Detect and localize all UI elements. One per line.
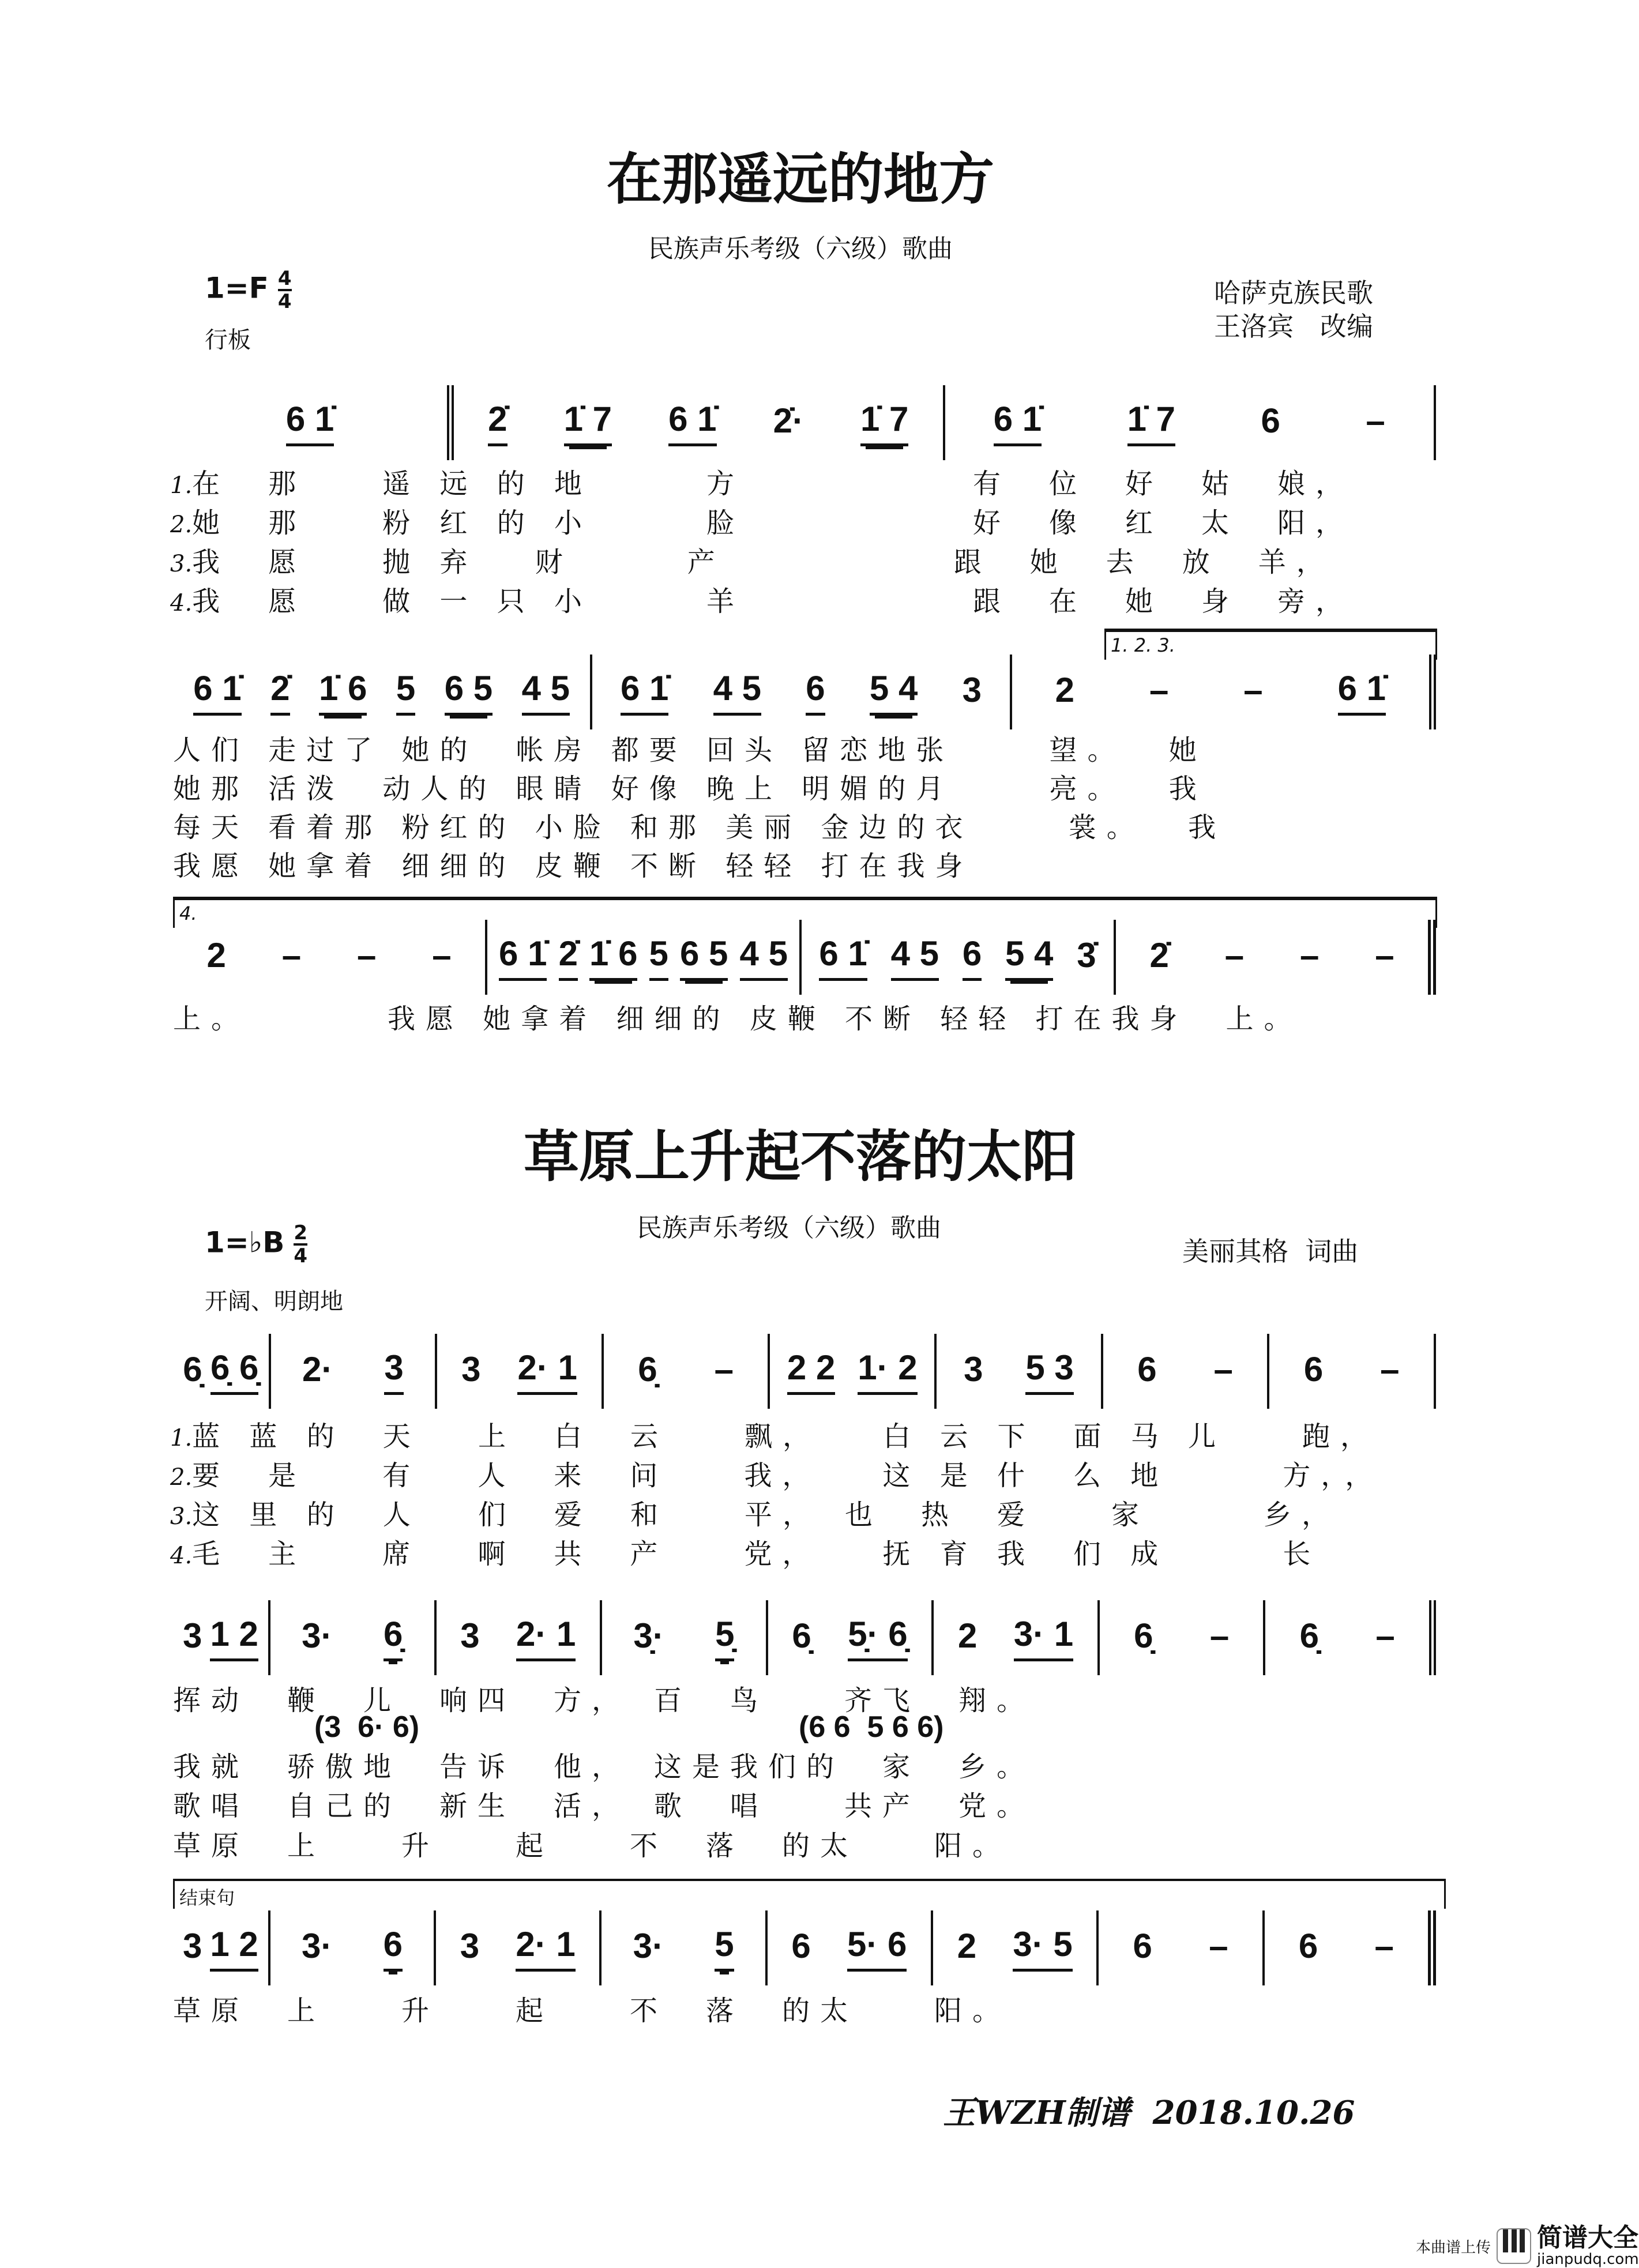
measure bbox=[1097, 1600, 1264, 1675]
note-group: 1̇ 7 bbox=[564, 399, 612, 446]
note-group: 4 5 bbox=[740, 934, 788, 981]
dash-extension: – bbox=[1209, 1926, 1228, 1965]
measure bbox=[602, 1334, 768, 1409]
measure bbox=[768, 1334, 934, 1409]
measure bbox=[799, 920, 1114, 995]
note-group: 1· 2 bbox=[858, 1348, 917, 1395]
lyric-line: 人们 走过了 她的 帐房 都要 回头 留恋地张 望。 她 bbox=[173, 734, 1207, 766]
lyric-line bbox=[170, 461, 1354, 501]
dash-extension: – bbox=[1213, 1349, 1233, 1389]
note-group: 5 bbox=[396, 668, 415, 716]
verse-number: 1. bbox=[170, 1425, 193, 1451]
measure bbox=[268, 1600, 434, 1675]
measure bbox=[1262, 1910, 1436, 1985]
dash-extension: – bbox=[1209, 1616, 1230, 1655]
measure bbox=[600, 1600, 766, 1675]
measure bbox=[1010, 655, 1436, 729]
measure bbox=[766, 1600, 932, 1675]
note-group: 6 5 bbox=[680, 934, 728, 981]
note-group: 5· 6 bbox=[847, 1924, 907, 1972]
note-group: 3· bbox=[633, 1926, 664, 1965]
note-group: 3 bbox=[964, 1349, 983, 1389]
piano-logo-icon bbox=[1497, 2228, 1531, 2264]
verse-number: 2. bbox=[170, 1464, 193, 1491]
signature: 王WZH制谱 2018.10.26 bbox=[943, 2094, 1355, 2132]
song2-key bbox=[205, 1223, 307, 1266]
dash-extension: – bbox=[1374, 1926, 1394, 1965]
lyric-line bbox=[170, 501, 1354, 540]
measure bbox=[269, 1334, 435, 1409]
lyric-text: 在 那 遥 远 的 地 方 有 位 好 姑 娘， bbox=[192, 468, 1354, 500]
note-group: 2· 1 bbox=[517, 1348, 577, 1395]
note-group: 6 1̇ bbox=[193, 668, 241, 716]
key-signature: 1=F bbox=[205, 271, 269, 305]
lyric-line bbox=[170, 579, 1354, 618]
song1-row-3 bbox=[173, 920, 1436, 995]
dash-extension: – bbox=[1299, 935, 1320, 975]
dash-extension: – bbox=[1375, 1616, 1395, 1655]
verse-number: 3. bbox=[170, 551, 193, 577]
measure bbox=[765, 1910, 931, 1985]
lyric-line bbox=[170, 1414, 1383, 1453]
dash-extension: – bbox=[432, 935, 452, 975]
note-group: 6̣ bbox=[792, 1616, 811, 1655]
song1-credit-arranger: 王洛宾 改编 bbox=[1214, 311, 1373, 342]
song1-row-1 bbox=[173, 385, 1436, 460]
measure bbox=[434, 1600, 600, 1675]
note-group: 6 bbox=[1261, 401, 1280, 440]
measure bbox=[931, 1910, 1096, 1985]
alt-notes-1: (3 6· 6) bbox=[314, 1710, 420, 1744]
lyric-line bbox=[170, 1532, 1383, 1571]
note-group: 2 bbox=[206, 935, 226, 975]
watermark-brand bbox=[1537, 2225, 1639, 2267]
note-group: 2̇ bbox=[488, 399, 507, 446]
lyric-line bbox=[170, 540, 1354, 579]
time-bottom: 4 bbox=[294, 1244, 308, 1267]
measure bbox=[1096, 1910, 1262, 1985]
lyric-line: 每天 看着那 粉红的 小脸 和那 美丽 金边的衣 裳。 我 bbox=[173, 811, 1227, 844]
note-group: 6 1̇ bbox=[499, 934, 547, 981]
note-group: 3̇ bbox=[1077, 935, 1096, 975]
measure bbox=[1114, 920, 1436, 995]
measure bbox=[931, 1600, 1097, 1675]
time-signature bbox=[294, 1223, 307, 1266]
measure bbox=[447, 385, 942, 460]
note-group: 6̣ bbox=[638, 1349, 657, 1389]
note-group: 2 bbox=[1055, 670, 1074, 709]
note-group: 3 bbox=[460, 1926, 480, 1965]
song1-verses-b bbox=[173, 728, 1226, 882]
note-group: 6 1̇ bbox=[621, 668, 668, 716]
measure bbox=[173, 385, 447, 460]
measure bbox=[268, 1910, 434, 1985]
lyric-text: 要 是 有 人 来 问 我， 这 是 什 么 地 方，， bbox=[192, 1460, 1384, 1492]
measure bbox=[435, 1334, 602, 1409]
song2-verses-a bbox=[170, 1414, 1383, 1571]
note-group: 4 5 bbox=[891, 934, 939, 981]
lyric-text: 毛 主 席 啊 共 产 党， 抚 育 我 们 成 长 bbox=[192, 1538, 1321, 1570]
note-group: 6 bbox=[1303, 1349, 1324, 1389]
song1-tempo: 行板 bbox=[205, 327, 251, 353]
verse-number: 2. bbox=[170, 511, 193, 538]
measure bbox=[599, 1910, 765, 1985]
note-group: 1̇ 7 bbox=[1127, 399, 1175, 446]
dash-extension: – bbox=[1380, 1349, 1400, 1389]
note-group: 2· 1 bbox=[516, 1614, 576, 1661]
measure bbox=[943, 385, 1436, 460]
note-group: 6 bbox=[1137, 1349, 1157, 1389]
song2-verse-line-4: 草原 上 升 起 不 落 的太 阳。 bbox=[173, 1830, 1011, 1862]
note-group: 6 bbox=[1133, 1926, 1152, 1965]
measure bbox=[934, 1334, 1101, 1409]
note-group: 2̇· bbox=[773, 401, 804, 440]
note-group: 1̇ 6 bbox=[589, 934, 637, 981]
dash-extension: – bbox=[356, 935, 377, 975]
song1-verse-ending: 上。 我愿 她拿着 细细的 皮鞭 不断 轻轻 打在我身 上。 bbox=[173, 1003, 1302, 1035]
song2-subtitle: 民族声乐考级（六级）歌曲 bbox=[637, 1213, 941, 1243]
lyric-line bbox=[170, 1453, 1383, 1492]
song1-credit-origin: 哈萨克族民歌 bbox=[1214, 277, 1373, 309]
song2-row-3 bbox=[173, 1910, 1436, 1985]
note-group: 2· bbox=[302, 1349, 333, 1389]
song2-credit: 美丽其格 词曲 bbox=[1182, 1236, 1359, 1267]
song2-verse-line-1: 挥动 鞭 儿 响四 方， 百 鸟 齐飞 翔。 bbox=[173, 1684, 1035, 1717]
measure bbox=[173, 655, 590, 729]
song1-subtitle: 民族声乐考级（六级）歌曲 bbox=[648, 234, 953, 264]
song1-title: 在那遥远的地方 bbox=[607, 146, 994, 212]
note-group: 3· bbox=[301, 1926, 333, 1965]
dash-extension: – bbox=[1243, 670, 1263, 709]
alt-notes-2: (6 6 5 6 6) bbox=[799, 1710, 944, 1744]
note-group: 2̇ bbox=[270, 668, 290, 716]
verse-number: 3. bbox=[170, 1503, 193, 1530]
measure bbox=[1101, 1334, 1268, 1409]
ending-bracket bbox=[173, 1879, 1446, 1909]
note-group: 6 bbox=[384, 1924, 403, 1972]
time-top: 4 bbox=[277, 267, 292, 290]
note-group: 2· 1 bbox=[516, 1924, 575, 1972]
measure bbox=[173, 920, 485, 995]
note-group: 6̣ bbox=[384, 1614, 403, 1661]
song2-verse-line-3: 歌唱 自己的 新生 活， 歌 唱 共产 党。 bbox=[173, 1790, 1035, 1822]
verse-number: 4. bbox=[170, 1543, 193, 1569]
measure bbox=[1267, 1334, 1436, 1409]
note-group: 2̇ bbox=[559, 934, 578, 981]
song2-verse-ending: 草原 上 升 起 不 落 的太 阳。 bbox=[173, 1995, 1011, 2027]
note-group: 6 1̇ bbox=[668, 399, 716, 446]
measure bbox=[434, 1910, 599, 1985]
note-group: 1 2 bbox=[210, 1614, 258, 1661]
note-group: 4 5 bbox=[713, 668, 761, 716]
lyric-text: 蓝 蓝 的 天 上 白 云 飘， 白 云 下 面 马 儿 跑， bbox=[192, 1420, 1378, 1453]
note-group: 6 5 bbox=[445, 668, 493, 716]
note-group: 1̇ 7 bbox=[860, 399, 908, 446]
note-group: 3· bbox=[302, 1616, 333, 1655]
ending-label: 结束句 bbox=[179, 1887, 235, 1909]
dash-extension: – bbox=[714, 1349, 734, 1389]
lyric-text: 这 里 的 人 们 爱 和 平， 也 热 爱 家 乡， bbox=[192, 1499, 1340, 1531]
note-group: 3· 1 bbox=[1014, 1614, 1073, 1661]
note-group: 6 1̇ bbox=[994, 399, 1042, 446]
dash-extension: – bbox=[1149, 670, 1169, 709]
note-group: 5 bbox=[715, 1924, 734, 1972]
note-group: 5̣ bbox=[715, 1614, 734, 1661]
note-group: 5̣· 6̣ bbox=[848, 1614, 907, 1661]
note-group: 6 bbox=[806, 668, 825, 716]
song2-row-1 bbox=[173, 1334, 1436, 1409]
song1-row-2 bbox=[173, 655, 1436, 729]
note-group: 5 4 bbox=[870, 668, 918, 716]
measure bbox=[590, 655, 1009, 729]
watermark bbox=[1416, 2225, 1639, 2267]
note-group: 3 bbox=[384, 1348, 403, 1395]
note-group: 1 2 bbox=[210, 1924, 258, 1972]
dash-extension: – bbox=[1366, 401, 1385, 440]
measure bbox=[173, 1600, 268, 1675]
song1-verses-a bbox=[170, 461, 1354, 618]
note-group: 6 bbox=[963, 934, 982, 981]
volta-label: 4. bbox=[179, 902, 197, 924]
note-group: 4 5 bbox=[522, 668, 570, 716]
brand-url: jianpudq.com bbox=[1537, 2251, 1639, 2268]
lyric-line bbox=[170, 1492, 1383, 1532]
note-group: 3 bbox=[461, 1349, 481, 1389]
lyric-text: 我 愿 抛 弃 财 产 跟 她 去 放 羊， bbox=[192, 546, 1334, 578]
note-group: 1̇ 6 bbox=[319, 668, 367, 716]
note-group: 2 bbox=[957, 1926, 977, 1965]
note-group: 6̣ bbox=[1299, 1616, 1320, 1655]
brand-name: 简谱大全 bbox=[1537, 2223, 1639, 2252]
note-group: 2̇ bbox=[1149, 935, 1169, 975]
time-top: 2 bbox=[294, 1221, 308, 1244]
note-group: 5 3 bbox=[1025, 1348, 1073, 1395]
time-signature bbox=[278, 268, 292, 312]
note-group: 6 1̇ bbox=[819, 934, 867, 981]
song1-key bbox=[205, 268, 292, 312]
note-group: 6 bbox=[791, 1926, 811, 1965]
note-group: 5 4 bbox=[1005, 934, 1053, 981]
note-group: 3 bbox=[460, 1616, 480, 1655]
song2-title: 草原上升起不落的太阳 bbox=[524, 1124, 1077, 1189]
dash-extension: – bbox=[1375, 935, 1394, 975]
note-group: 3 bbox=[183, 1616, 202, 1655]
note-group: 2 bbox=[957, 1616, 978, 1655]
note-group: 6 1̇ bbox=[286, 399, 334, 446]
dash-extension: – bbox=[1224, 935, 1245, 975]
measure bbox=[173, 1910, 268, 1985]
volta-label: 1. 2. 3. bbox=[1111, 634, 1175, 656]
note-group: 6 1̇ bbox=[1338, 668, 1386, 716]
key-signature: 1=♭B bbox=[205, 1225, 285, 1259]
note-group: 2 2 bbox=[787, 1348, 835, 1395]
song2-row-2 bbox=[173, 1600, 1436, 1675]
dash-extension: – bbox=[281, 935, 302, 975]
note-group: 6̣ 6̣ bbox=[210, 1348, 258, 1395]
note-group: 3̣· bbox=[633, 1616, 664, 1655]
verse-number: 1. bbox=[170, 472, 193, 499]
lyric-line: 她那 活泼 动人的 眼睛 好像 晚上 明媚的月 亮。 我 bbox=[173, 773, 1207, 805]
song2-verse-line-2: 我就 骄傲地 告诉 他， 这是我们的 家 乡。 bbox=[173, 1751, 1035, 1783]
note-group: 3 bbox=[962, 670, 982, 709]
note-group: 6̣ bbox=[183, 1349, 202, 1389]
note-group: 3· 5 bbox=[1013, 1924, 1072, 1972]
song2-tempo: 开阔、明朗地 bbox=[205, 1288, 343, 1315]
lyric-line: 我愿 她拿着 细细的 皮鞭 不断 轻轻 打在我身 bbox=[173, 850, 973, 882]
note-group: 5 bbox=[649, 934, 668, 981]
measure bbox=[173, 1334, 269, 1409]
lyric-text: 她 那 粉 红 的 小 脸 好 像 红 太 阳， bbox=[192, 507, 1354, 539]
watermark-note: 本曲谱上传 bbox=[1416, 2239, 1491, 2256]
note-group: 6̣ bbox=[1134, 1616, 1153, 1655]
measure bbox=[485, 920, 799, 995]
time-bottom: 4 bbox=[277, 290, 292, 313]
measure bbox=[1263, 1600, 1436, 1675]
note-group: 6 bbox=[1298, 1926, 1318, 1965]
note-group: 3 bbox=[183, 1926, 202, 1965]
lyric-text: 我 愿 做 一 只 小 羊 跟 在 她 身 旁， bbox=[192, 585, 1354, 618]
verse-number: 4. bbox=[170, 590, 193, 616]
